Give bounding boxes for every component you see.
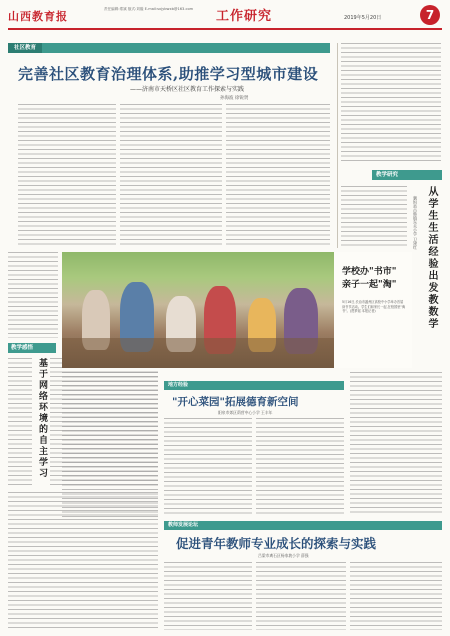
bottom-column-1 bbox=[164, 562, 252, 630]
caption-title: 学校办"书市" 亲子一起"淘" bbox=[342, 267, 397, 290]
lead-column-3 bbox=[226, 104, 330, 246]
continued-column bbox=[341, 43, 441, 163]
photo-caption bbox=[334, 252, 412, 368]
lead-column-1 bbox=[18, 104, 116, 246]
right-column bbox=[350, 372, 442, 516]
bottom-article-headline: 促进青年教师专业成长的探索与实践 bbox=[176, 536, 377, 551]
issue-date: 2019年5月20日 bbox=[344, 15, 382, 21]
left-article-tag: 教学感悟 bbox=[8, 343, 56, 353]
newspaper-logo: 山西教育报 bbox=[8, 10, 68, 23]
bottom-column-3 bbox=[350, 562, 442, 630]
left-article-column-a bbox=[8, 358, 32, 488]
mid-article-byline: 阳泉市郊区荫营中心小学 王丰年 bbox=[218, 410, 273, 415]
lead-column-2 bbox=[120, 104, 222, 246]
bottom-column-2 bbox=[256, 562, 346, 630]
bottom-article-byline: 吕梁市离石区杨家坡小学 薛强 bbox=[258, 553, 309, 558]
bottom-article-tag: 教师发展论坛 bbox=[164, 521, 442, 530]
mid-article-column-1 bbox=[164, 418, 252, 516]
lead-subhead: ——济南市天桥区社区教育工作探索与实践 bbox=[130, 86, 245, 93]
sidebar-byline: 襄垣县古韩镇东关小学 卫建红 bbox=[413, 196, 418, 250]
section-title: 工作研究 bbox=[216, 9, 273, 24]
lead-byline: 孙海波 徐锐贤 bbox=[220, 96, 249, 101]
left-article-title: 基于网络环境的自主学习 bbox=[37, 358, 47, 479]
lead-tag: 社区教育 bbox=[8, 43, 42, 53]
left-top-column bbox=[8, 252, 58, 338]
sidebar-column bbox=[341, 186, 407, 248]
lead-headline: 完善社区教育治理体系,助推学习型城市建设 bbox=[18, 65, 319, 83]
column-divider bbox=[337, 43, 338, 248]
mid-article-tag: 地方经验 bbox=[164, 381, 344, 390]
sidebar-title: 从学生生活经验出发教数学 bbox=[426, 186, 437, 330]
mid-article-headline: "开心菜园"拓展德育新空间 bbox=[172, 396, 299, 408]
sidebar-tag: 教学研究 bbox=[372, 170, 442, 180]
masthead bbox=[8, 4, 442, 30]
mid-article-column-2 bbox=[256, 418, 344, 516]
page-number-badge: 7 bbox=[420, 5, 440, 25]
caption-text: 5月16日,长治市潞州区高校中小学举办首届读书节活动。学生们和家长一起,在校园里"淘书"。(贾梦瑶 本报记者) bbox=[342, 300, 406, 314]
lead-tag-strip bbox=[8, 43, 330, 53]
mid-left-column bbox=[62, 372, 158, 520]
event-photo bbox=[62, 252, 334, 368]
editor-info: 责任编辑:郑斌 版式:刘璇 E-mail:sxjybwxb@163.com bbox=[104, 7, 194, 11]
